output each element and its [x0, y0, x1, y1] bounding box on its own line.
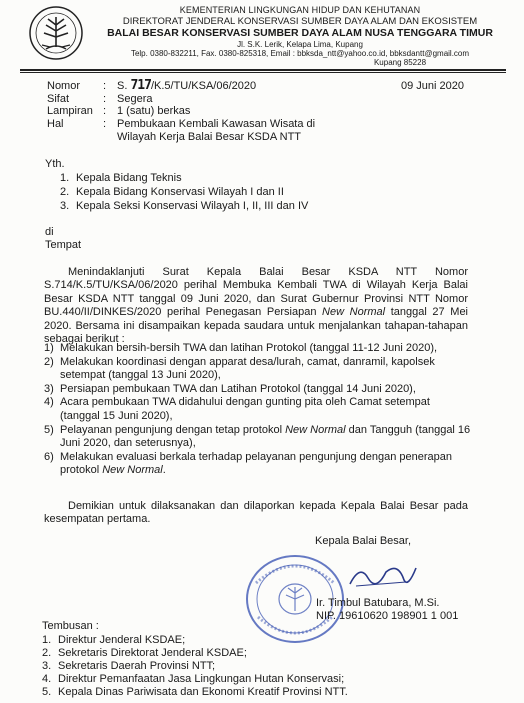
step-item: 4) Acara pembukaan TWA didahului dengan gunting pita oleh Camat setempat (tanggal 15 Juni 2020), [44, 396, 430, 422]
sifat-value: Segera [117, 93, 153, 105]
step-item: 2) Melakukan koordinasi dengan apparat desa/lurah, camat, danramil, kapolsek setempat (tanggal 13 Juni 2020), [44, 355, 435, 382]
nomor-colon: : [103, 80, 107, 92]
recipient-item: 2. Kepala Bidang Konservasi Wilayah I dan II [60, 186, 284, 198]
signer-name: Ir. Timbul Batubara, M.Si. [316, 597, 440, 609]
body-paragraph: Menindaklanjuti Surat Kepala Balai Besar KSDA NTT Nomor S.714/K.5/TU/KSA/06/2020 perihal Membuka Kembali TWA di Wilayah Kerja Balai Besar KSDA NTT tanggal 09 Juni 2020, dan Surat Gubernur Provinsi NTT Nomor BU.440/II/DINKES/2020 perihal Penegasan Persiapan New Normal tanggal 27 Mei 2020. Bersama ini disampaikan kepada saudara untuk menjalankan tahapan-tahapan sebagai berikut : [44, 266, 468, 346]
letterhead-office: BALAI BESAR KONSERVASI SUMBER DAYA ALAM NUSA TENGGARA TIMUR [107, 27, 493, 39]
step-item: 6) Melakukan evaluasi berkala terhadap pelayanan pengunjung dengan penerapan protokol New Normal. [44, 450, 453, 477]
di-label: di [45, 226, 54, 238]
sifat-colon: : [103, 93, 107, 105]
step-item: 5) Pelayanan pengunjung dengan tetap protokol New Normal dan Tangguh (tanggal 16 Juni 2020, dan seterusnya), [44, 423, 471, 450]
tembusan-item: 3. Sekretaris Daerah Provinsi NTT; [42, 660, 216, 672]
step-item: 1) Melakukan bersih-bersih TWA dan latihan Protokol (tanggal 11-12 Juni 2020), [44, 342, 438, 354]
letterhead-rule-thin [20, 72, 506, 73]
hal-line-2: Wilayah Kerja Balai Besar KSDA NTT [117, 131, 302, 143]
tempat-label: Tempat [45, 239, 82, 251]
letterhead-address: Jl. S.K. Lerik, Kelapa Lima, Kupang [237, 40, 363, 49]
letterhead-postcode: Kupang 85228 [373, 58, 427, 67]
hal-line-1: Pembukaan Kembali Kawasan Wisata di [117, 118, 316, 130]
lampiran-colon: : [103, 105, 107, 117]
letterhead-contact: Telp. 0380-832211, Fax. 0380-825318, Email : bbksda_ntt@yahoo.co.id, bbksdantt@gmail.com [130, 49, 470, 58]
lampiran-label: Lampiran [47, 105, 93, 117]
signer-nip: NIP. 19610620 198901 1 001 [316, 610, 459, 622]
nomor-prefix: S. [117, 80, 128, 92]
handwritten-signature-icon [346, 560, 426, 590]
nomor-handwritten: 717 [130, 78, 151, 93]
signer-title: Kepala Balai Besar, [315, 535, 412, 547]
tembusan-item: 4. Direktur Pemanfaatan Jasa Lingkungan Hutan Konservasi; [42, 673, 345, 685]
tembusan-label: Tembusan : [42, 620, 99, 632]
tembusan-item: 1. Direktur Jenderal KSDAE; [42, 634, 186, 646]
nomor-label: Nomor [47, 80, 81, 92]
recipient-item: 1. Kepala Bidang Teknis [60, 172, 182, 184]
letterhead-ministry: KEMENTERIAN LINGKUNGAN HIDUP DAN KEHUTANAN [179, 5, 421, 15]
letterhead-rule-thick [20, 69, 506, 71]
ministry-logo-icon [28, 5, 84, 61]
sifat-label: Sifat [47, 93, 70, 105]
lampiran-value: 1 (satu) berkas [117, 105, 191, 117]
nomor-suffix: /K.5/TU/KSA/06/2020 [150, 80, 257, 92]
hal-colon: : [103, 118, 107, 130]
recipient-item: 3. Kepala Seksi Konservasi Wilayah I, II, III dan IV [60, 200, 309, 212]
letterhead-directorate: DIREKTORAT JENDERAL KONSERVASI SUMBER DAYA ALAM DAN EKOSISTEM [122, 16, 478, 27]
steps-list [44, 342, 472, 478]
step-item: 3) Persiapan pembukaan TWA dan Latihan Protokol (tanggal 14 Juni 2020), [44, 382, 416, 395]
yth-label: Yth. [45, 158, 65, 170]
tembusan-item: 5. Kepala Dinas Pariwisata dan Ekonomi Kreatif Provinsi NTT. [42, 686, 348, 698]
letter-date: 09 Juni 2020 [401, 80, 464, 92]
closing-paragraph: Demikian untuk dilaksanakan dan dilaporkan kepada Kepala Balai Besar pada kesempatan pertama. [44, 500, 468, 526]
hal-label: Hal [47, 118, 64, 130]
tembusan-item: 2. Sekretaris Direktorat Jenderal KSDAE; [42, 647, 247, 659]
nomor-value [117, 78, 256, 93]
